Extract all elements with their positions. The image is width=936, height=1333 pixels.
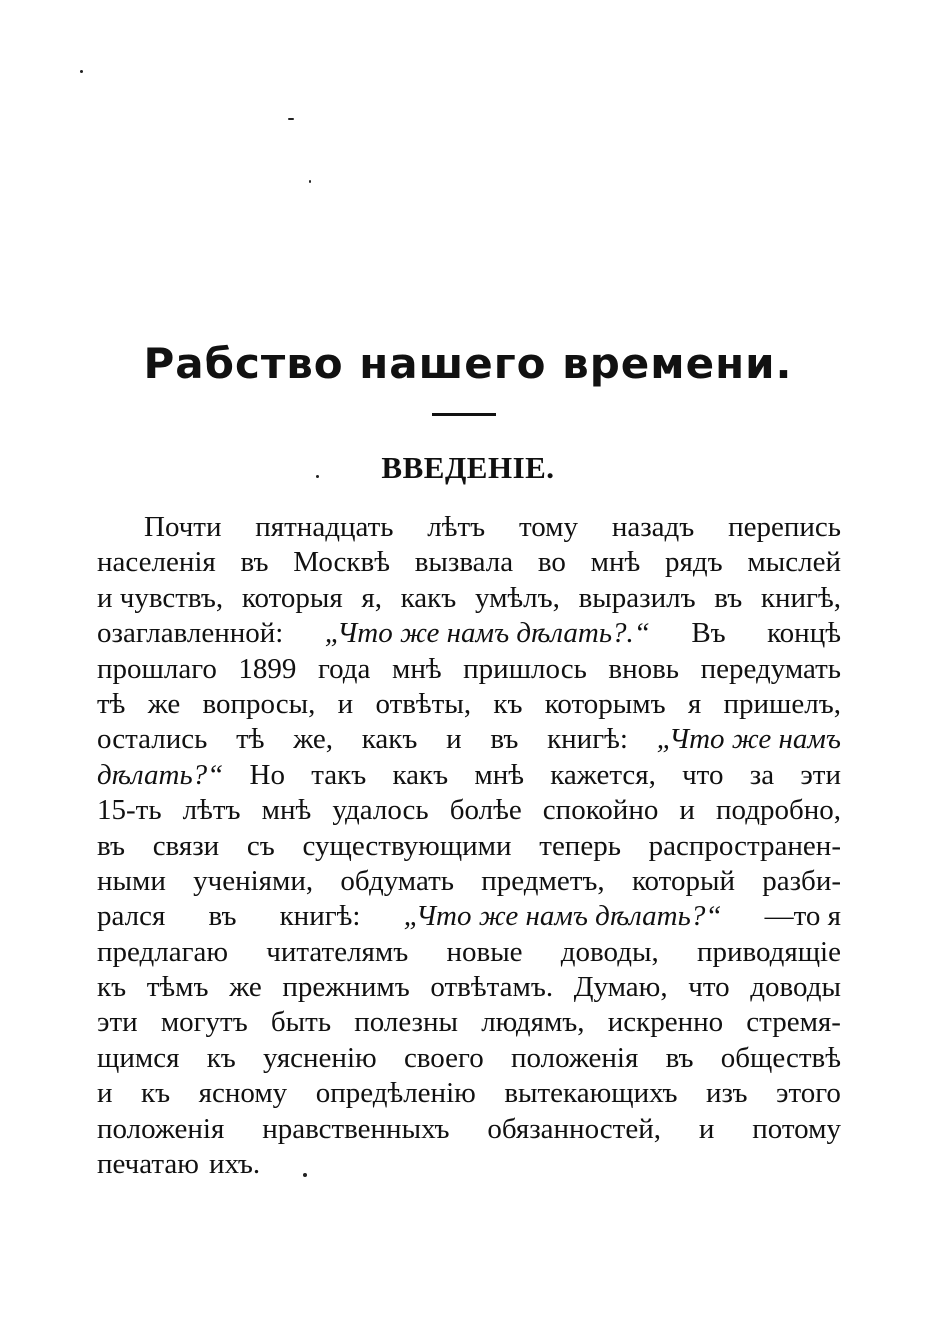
word: назадъ	[611, 511, 695, 543]
word: же	[147, 687, 181, 720]
word: во	[537, 546, 566, 579]
word: въ	[97, 829, 125, 862]
word: людямъ,	[481, 1006, 585, 1039]
word: эти	[97, 1006, 138, 1039]
word: Въ	[691, 617, 726, 650]
word: въ	[714, 581, 743, 614]
text-line	[97, 510, 841, 545]
text-line	[97, 829, 841, 864]
word: вытекающихъ	[504, 1077, 678, 1110]
word: же,	[293, 723, 334, 756]
word: мнѣ	[261, 794, 312, 827]
word: 1899	[238, 652, 297, 685]
word: Почти	[144, 511, 222, 543]
word: года	[317, 652, 371, 685]
word: остались	[97, 723, 208, 756]
word: книгѣ:	[279, 900, 361, 933]
word: нравственныхъ	[262, 1112, 450, 1145]
word: Думаю,	[573, 971, 668, 1004]
text-line	[97, 1112, 841, 1147]
word: такъ	[311, 758, 367, 791]
word: озаглавленной:	[97, 617, 284, 650]
word: что	[682, 758, 724, 791]
word: —то я	[764, 900, 841, 933]
word: своего	[403, 1041, 484, 1074]
word: ясному	[198, 1077, 288, 1110]
word: изъ	[706, 1077, 748, 1110]
text-line	[97, 1041, 841, 1076]
word: какъ	[361, 723, 418, 756]
word: и	[337, 687, 354, 720]
section-heading: ВВЕДЕНІЕ.	[381, 450, 555, 485]
word: искренно	[607, 1006, 724, 1039]
italic-quote: „Что же намъ дѣлать?“	[403, 900, 722, 933]
scan-speck	[288, 118, 294, 120]
word: и	[679, 794, 695, 827]
word: пришлось	[463, 652, 587, 685]
body-paragraph	[97, 510, 841, 1182]
word: передумать	[700, 652, 841, 685]
word: обществѣ	[720, 1041, 841, 1074]
word: рался	[97, 900, 166, 933]
word: къ	[206, 1041, 236, 1074]
text-line	[97, 1005, 841, 1040]
word: перепись	[728, 511, 841, 543]
scan-speck	[80, 70, 83, 73]
word: быть	[270, 1006, 332, 1039]
word: стремя-	[746, 1006, 841, 1039]
text-line	[97, 616, 841, 651]
word: связи	[152, 829, 220, 862]
text-line	[97, 864, 841, 899]
word: въ	[208, 900, 237, 933]
word: опредѣленію	[315, 1077, 476, 1110]
word: къ	[493, 687, 523, 720]
word: къ	[141, 1077, 171, 1110]
italic-quote: „Что же намъ	[656, 723, 841, 756]
word: тѣмъ	[146, 971, 209, 1004]
italic-quote: „Что же намъ дѣлать?.“	[324, 617, 650, 650]
word: доводы	[750, 971, 841, 1004]
text-line	[97, 652, 841, 687]
word: приводящіе	[696, 935, 841, 968]
word: полезны	[354, 1006, 459, 1039]
word: вновь	[608, 652, 680, 685]
word: и чувствъ,	[97, 581, 224, 614]
word: концѣ	[767, 617, 841, 650]
word: мыслей	[747, 546, 841, 579]
word: этого	[776, 1077, 841, 1110]
word: рядъ	[665, 546, 723, 579]
word: что	[688, 971, 730, 1004]
word: отвѣтамъ.	[430, 971, 554, 1004]
word: которыя	[241, 581, 343, 614]
word: положенія	[510, 1041, 639, 1074]
word: удалось	[332, 794, 429, 827]
word: уясненію	[263, 1041, 377, 1074]
word: мнѣ	[474, 758, 525, 791]
word: болѣе	[449, 794, 522, 827]
word: съ	[246, 829, 275, 862]
word: который	[631, 864, 735, 897]
word: обдумать	[340, 864, 454, 897]
text-line	[97, 687, 841, 722]
title-divider	[432, 413, 496, 416]
word: предлагаю	[97, 935, 229, 968]
text-line	[97, 581, 841, 616]
word: прежнимъ	[282, 971, 410, 1004]
word: я	[687, 687, 702, 720]
word: распространен-	[648, 829, 841, 862]
word: въ	[240, 546, 269, 579]
word: книгѣ,	[760, 581, 841, 614]
word: и	[97, 1077, 113, 1110]
word: могутъ	[160, 1006, 248, 1039]
word: вызвала	[414, 546, 514, 579]
word: лѣтъ	[427, 511, 486, 543]
word: ученіями,	[193, 864, 314, 897]
word: доводы,	[560, 935, 659, 968]
italic-quote: дѣлать?“	[97, 758, 224, 791]
word: въ	[665, 1041, 694, 1074]
word: подробно,	[716, 794, 841, 827]
word: положенія	[97, 1112, 225, 1145]
text-line	[97, 1147, 841, 1182]
page-title: Рабство нашего времени.	[143, 339, 793, 388]
word: тѣ	[236, 723, 265, 756]
word: новые	[446, 935, 523, 968]
text-line	[97, 722, 841, 757]
word: тому	[518, 511, 579, 543]
word: потому	[752, 1112, 841, 1145]
word: населенія	[97, 546, 216, 579]
word: какъ	[400, 581, 457, 614]
text-line	[97, 545, 841, 580]
word: за	[749, 758, 775, 791]
word: же	[229, 971, 262, 1004]
word: пятнадцать	[255, 511, 394, 543]
text-line	[97, 935, 841, 970]
word: лѣтъ	[182, 794, 241, 827]
word: отвѣты,	[375, 687, 472, 720]
word: какъ	[392, 758, 449, 791]
word: я,	[361, 581, 382, 614]
word: къ	[97, 971, 127, 1004]
text-line	[97, 1076, 841, 1111]
word: Но	[249, 758, 285, 791]
word: прошлаго	[97, 652, 217, 685]
text-line	[97, 793, 841, 828]
word: вопросы,	[202, 687, 316, 720]
word: выразилъ	[578, 581, 696, 614]
text-line	[97, 899, 841, 934]
word: читателямъ	[266, 935, 409, 968]
word: печатаю	[97, 1148, 199, 1181]
word: щимся	[97, 1041, 180, 1074]
text-line	[97, 758, 841, 793]
word: книгѣ:	[547, 723, 628, 756]
word: 15-ть	[97, 794, 162, 827]
word: разби-	[762, 864, 841, 897]
word: кажется,	[550, 758, 656, 791]
word: умѣлъ,	[474, 581, 560, 614]
word: которымъ	[544, 687, 666, 720]
word: пришелъ,	[723, 687, 841, 720]
word: теперь	[539, 829, 621, 862]
scan-speck	[309, 180, 311, 183]
word: въ	[490, 723, 519, 756]
word: существующими	[302, 829, 512, 862]
word: мнѣ	[590, 546, 641, 579]
word: и	[698, 1112, 715, 1145]
word: Москвѣ	[293, 546, 390, 579]
word: мнѣ	[391, 652, 442, 685]
text-line	[97, 970, 841, 1005]
word: ными	[97, 864, 166, 897]
word: обязанностей,	[487, 1112, 661, 1145]
word: тѣ	[97, 687, 126, 720]
word: эти	[800, 758, 841, 791]
word: спокойно	[542, 794, 659, 827]
word: и	[446, 723, 462, 756]
word: предметъ,	[481, 864, 605, 897]
word: ихъ.	[208, 1148, 261, 1181]
